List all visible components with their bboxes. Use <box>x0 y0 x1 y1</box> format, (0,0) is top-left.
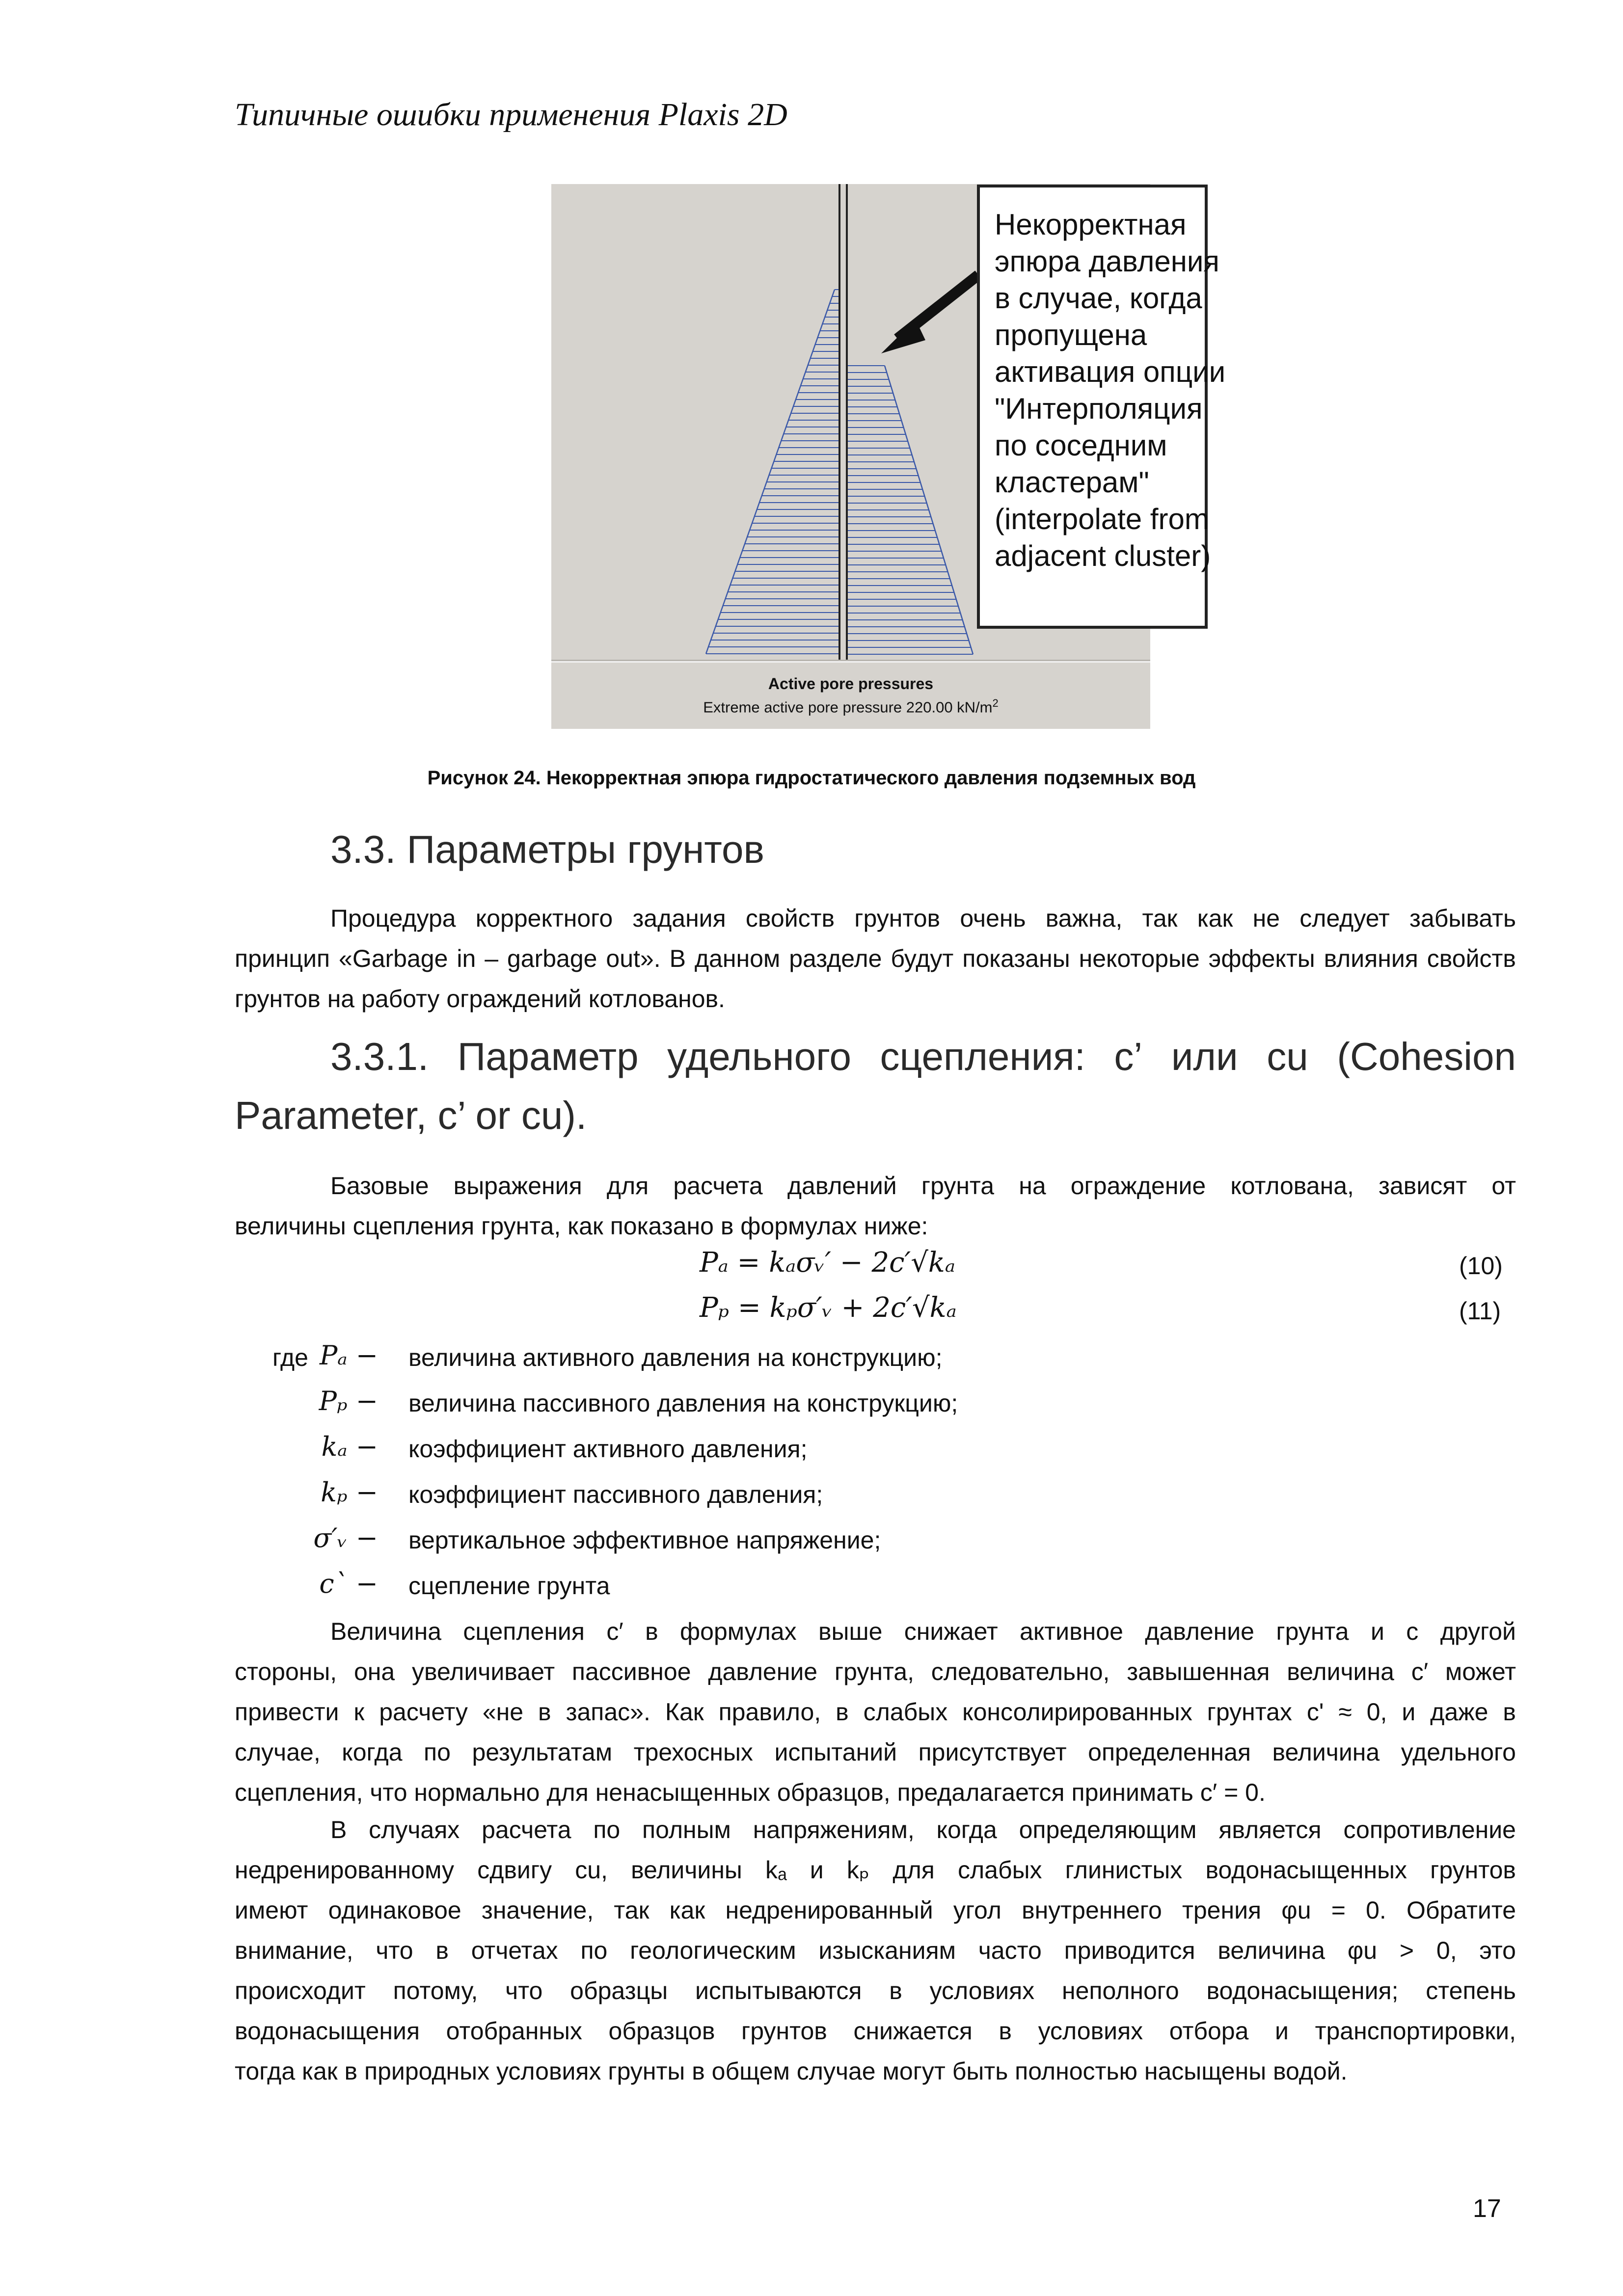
paragraph-line: Процедура корректного задания свойств грунтов очень важна, так как не следует забывать <box>330 905 1516 932</box>
callout-line: по соседним <box>995 429 1167 462</box>
paragraph-line: внимание, что в отчетах по геологическим изысканиям часто приводится величина φu > 0, это <box>235 1937 1516 1964</box>
formula-10: Pₐ = kₐσᵥ′ − 2c′√kₐ <box>700 1247 955 1279</box>
formula-11: Pₚ = kₚσ′ᵥ + 2c′√kₐ <box>700 1292 957 1324</box>
heading-word: (Cohesion <box>1337 1035 1516 1078</box>
callout-line: (interpolate from <box>995 503 1209 535</box>
paragraph-line: Базовые выражения для расчета давлений грунта на ограждение котлована, зависят от <box>330 1172 1516 1200</box>
callout-box <box>977 185 1226 629</box>
legend-subtitle <box>551 697 1150 716</box>
def-symbol: Pₐ − <box>319 1340 378 1371</box>
callout-line: кластерам" <box>995 466 1149 499</box>
def-symbol: kₚ − <box>321 1477 378 1508</box>
paragraph-line: водонасыщения отобранных образцов грунтов снижается в условиях отбора и транспортировки, <box>235 2017 1516 2045</box>
def-text: величина активного давления на конструкцию; <box>408 1344 943 1371</box>
callout-line: активация опции <box>995 355 1226 388</box>
section-heading: 3.3. Параметры грунтов <box>330 828 765 871</box>
def-symbol: kₐ − <box>321 1431 378 1462</box>
paragraph-base-expressions <box>235 1166 1516 1246</box>
paragraph-line: недренированному сдвигу cu, величины kₐ и kₚ для слабых глинистых водонасыщенных грунтов <box>235 1856 1516 1884</box>
paragraph-line: стороны, она увеличивает пассивное давление грунта, следовательно, завышенная величина c′ может <box>235 1658 1516 1685</box>
paragraph-line: сцепления, что нормально для ненасыщенных образцов, предалагается принимать c′ = 0. <box>235 1779 1266 1806</box>
callout-line: пропущена <box>995 319 1147 351</box>
pressure-hatch-left <box>706 290 839 654</box>
figure-caption: Рисунок 24. Некорректная эпюра гидростатического давления подземных вод <box>427 767 1196 789</box>
paragraph-line: привести к расчету «не в запас». Как правило, в слабых консолирированных грунтах с' ≈ 0, и даже в <box>235 1698 1516 1726</box>
callout-line: "Интерполяция <box>995 392 1203 425</box>
heading-word: 3.3.1. <box>330 1035 429 1078</box>
heading-word: с’ <box>1114 1035 1143 1078</box>
callout-line: эпюра давления <box>995 245 1219 278</box>
legend-title: Active pore pressures <box>768 675 934 693</box>
callout-arrow-icon <box>881 275 978 353</box>
heading-word: сцепления: <box>880 1035 1085 1078</box>
callout-line: adjacent cluster) <box>995 539 1211 572</box>
subsection-heading-line2: Parameter, с’ or cu). <box>235 1094 587 1137</box>
heading-word: cu <box>1267 1035 1308 1078</box>
pressure-hatch-right <box>848 366 973 654</box>
callout-line: Некорректная <box>995 208 1187 241</box>
subsection-heading-line1 <box>235 1034 1516 1079</box>
page-number: 17 <box>1473 2194 1501 2223</box>
running-header: Типичные ошибки применения Plaxis 2D <box>235 97 787 133</box>
paragraph-line: имеют одинаковое значение, так как недренированный угол внутреннего трения φu = 0. Обратите <box>235 1896 1516 1924</box>
where-label: где <box>272 1344 308 1371</box>
paragraph-line: происходит потому, что образцы испытываются в условиях неполного водонасыщения; степень <box>235 1977 1516 2004</box>
def-symbol: σ′ᵥ − <box>313 1522 378 1553</box>
heading-word: Параметр <box>457 1035 639 1078</box>
heading-word: удельного <box>667 1035 851 1078</box>
def-text: коэффициент активного давления; <box>408 1435 808 1463</box>
equation-number-10: (10) <box>1459 1252 1503 1280</box>
paragraph-soil-params <box>235 898 1516 1019</box>
legend-subtitle-text: Extreme active pore pressure 220.00 kN/m <box>703 698 993 716</box>
paragraph-rest: принцип «Garbage in – garbage out». В данном разделе будут показаны некоторые эффекты влияния свойств грунтов на работу ограждений котлованов. <box>235 945 1516 1013</box>
paragraph-cohesion <box>235 1611 1516 1813</box>
legend-divider-highlight <box>551 661 1150 663</box>
def-symbol: Pₚ − <box>319 1386 378 1416</box>
def-symbol: c` − <box>319 1568 378 1599</box>
callout-line: в случае, когда <box>995 282 1202 315</box>
equation-number-11: (11) <box>1459 1297 1501 1325</box>
paragraph-line: В случаях расчета по полным напряжениям, когда определяющим является сопротивление <box>330 1816 1516 1843</box>
paragraph-line: величины сцепления грунта, как показано в формулах ниже: <box>235 1212 928 1240</box>
def-text: вертикальное эффективное напряжение; <box>408 1526 881 1554</box>
def-text: сцепление грунта <box>408 1572 610 1600</box>
def-text: величина пассивного давления на конструкцию; <box>408 1389 958 1417</box>
paragraph-line: Величина сцепления c′ в формулах выше снижает активное давление грунта и с другой <box>330 1618 1516 1645</box>
legend-subtitle-sup: 2 <box>992 697 999 709</box>
heading-word: или <box>1171 1035 1238 1078</box>
paragraph-line: случае, когда по результатам трехосных испытаний присутствует определенная величина удельного <box>235 1738 1516 1766</box>
paragraph-total-stress <box>235 1810 1516 2091</box>
def-text: коэффициент пассивного давления; <box>408 1481 823 1508</box>
paragraph-line: тогда как в природных условиях грунты в общем случае могут быть полностью насыщены водой. <box>235 2057 1348 2085</box>
